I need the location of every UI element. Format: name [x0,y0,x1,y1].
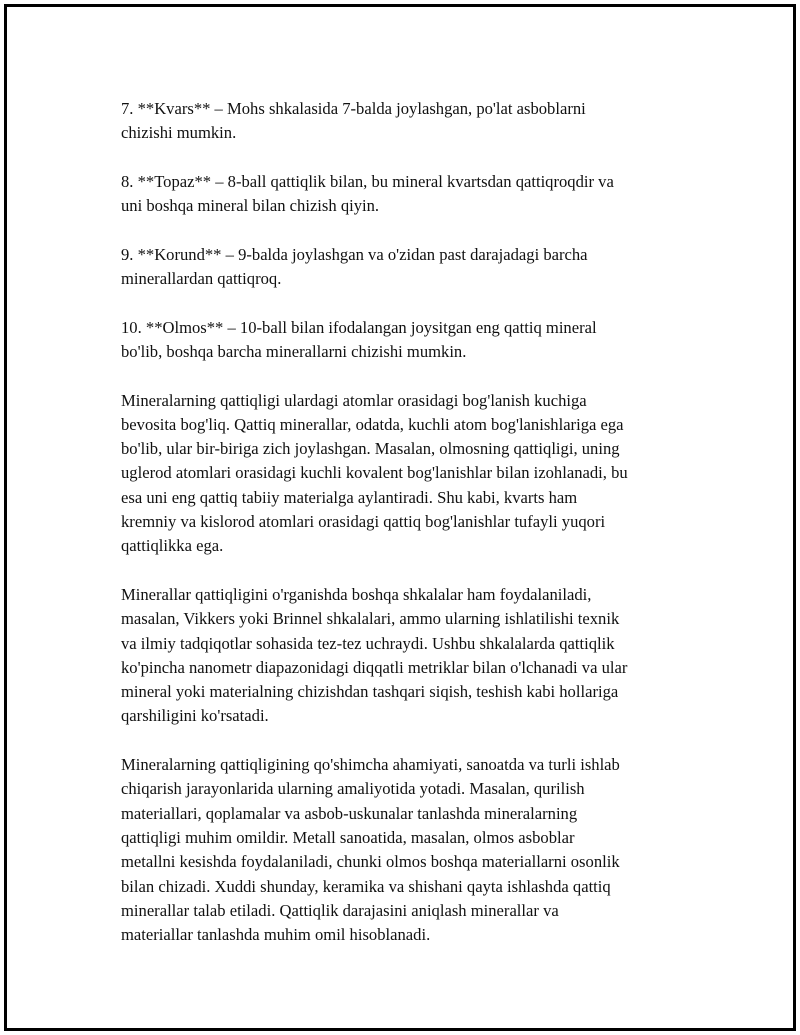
text-line: qarshiligini ko'rsatadi. [121,706,269,726]
text-line: chiqarish jarayonlarida ularning amaliyotida yotadi. Masalan, qurilish [121,779,585,799]
paragraph-korund [121,243,691,292]
text-line: kremniy va kislorod atomlari orasidagi qattiq bog'lanishlar tufayli yuqori [121,512,606,532]
paragraph-olmos [121,316,691,365]
text-line: minerallar talab etiladi. Qattiqlik darajasini aniqlash minerallar va [121,900,559,920]
text-line: va ilmiy tadqiqotlar sohasida tez-tez uchraydi. Ushbu shkalalarda qattiqlik [121,633,615,653]
text-line: materiallar tanlashda muhim omil hisoblanadi. [121,925,431,945]
text-line: ko'pincha nanometr diapazonidagi diqqatli metriklar bilan o'lchanadi va ular [121,657,628,677]
paragraph-industry [121,753,691,947]
text-line: mineral yoki materialning chizishdan tashqari siqish, teshish kabi hollariga [121,682,619,702]
paragraph-topaz [121,170,691,219]
text-line: materiallari, qoplamalar va asbob-uskunalar tanlashda mineralarning [121,803,578,823]
text-line: bo'lib, boshqa barcha minerallarni chizishi mumkin. [121,341,467,361]
text-line: metallni kesishda foydalaniladi, chunki olmos boshqa materiallarni osonlik [121,852,620,872]
text-line: uglerod atomlari orasidagi kuchli kovalent bog'lanishlar bilan izohlanadi, bu [121,463,628,483]
text-line: 9. **Korund** – 9-balda joylashgan va o'zidan past darajadagi barcha [121,244,588,264]
paragraph-kvars [121,97,691,146]
text-line: minerallardan qattiqroq. [121,269,282,289]
text-line: Mineralarning qattiqligining qo'shimcha ahamiyati, sanoatda va turli ishlab [121,755,620,775]
page-frame [4,4,796,1031]
document-body [121,97,691,972]
text-line: bevosita bog'liq. Qattiq minerallar, odatda, kuchli atom bog'lanishlariga ega [121,414,624,434]
text-line: masalan, Vikkers yoki Brinnel shkalalari, ammo ularning ishlatilishi texnik [121,609,620,629]
text-line: qattiqlikka ega. [121,536,224,556]
text-line: 7. **Kvars** – Mohs shkalasida 7-balda joylashgan, po'lat asboblarni [121,99,586,118]
text-line: Mineralarning qattiqligi ulardagi atomlar orasidagi bog'lanish kuchiga [121,390,587,410]
text-line: uni boshqa mineral bilan chizish qiyin. [121,196,380,216]
text-line: bilan chizadi. Xuddi shunday, keramika va shishani qayta ishlashda qattiq [121,876,611,896]
text-line: 8. **Topaz** – 8-ball qattiqlik bilan, bu mineral kvartsdan qattiqroqdir va [121,171,614,191]
paragraph-other-scales [121,583,691,729]
text-line: bo'lib, ular bir-biriga zich joylashgan. Masalan, olmosning qattiqligi, uning [121,439,620,459]
text-line: Minerallar qattiqligini o'rganishda boshqa shkalalar ham foydalaniladi, [121,584,592,604]
paragraph-hardness-bonds [121,389,691,559]
text-line: 10. **Olmos** – 10-ball bilan ifodalangan joysitgan eng qattiq mineral [121,317,597,337]
text-line: qattiqligi muhim omildir. Metall sanoatida, masalan, olmos asboblar [121,827,575,847]
text-line: chizishi mumkin. [121,123,237,143]
text-line: esa uni eng qattiq tabiiy materialga aylantiradi. Shu kabi, kvarts ham [121,487,578,507]
